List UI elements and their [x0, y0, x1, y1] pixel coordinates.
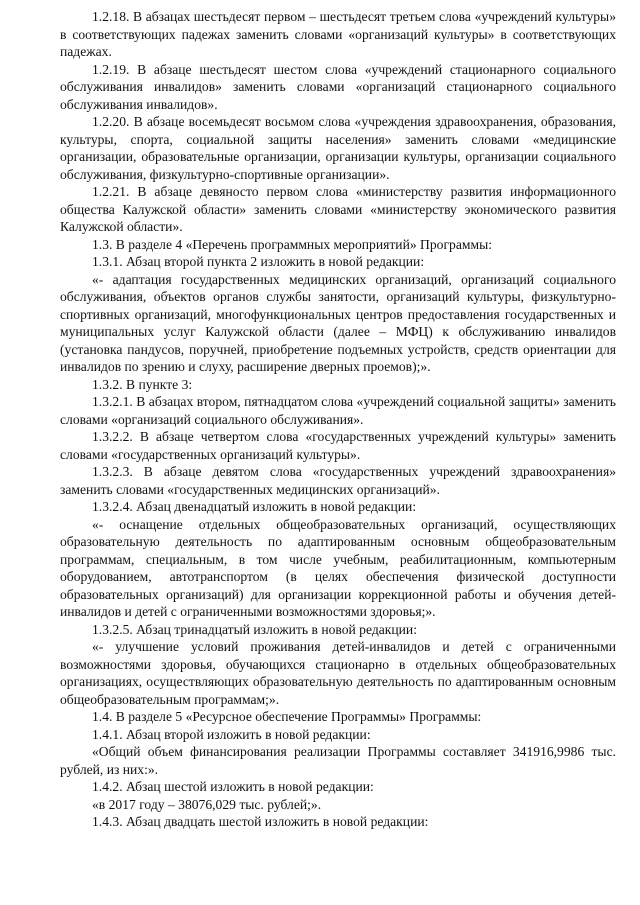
paragraph-1-3: 1.3. В разделе 4 «Перечень программных мероприятий» Программы:: [92, 236, 492, 252]
paragraph-1-3-1-text: «- адаптация государственных медицинских организаций, организаций социального обслуживания, объектов органов службы занятости, организаций культуры, физкультурно-спортивных организаций, многофункциональных центров предоставления государственных и муниципальных услуг Калужской области (далее – МФЦ) к обслуживанию инвалидов (установка пандусов, поручней, приобретение подъемных устройств, средств ориентации для инвалидов по зрению и слуху, расширение дверных проемов);».: [60, 271, 616, 374]
paragraph-1-3-2-5: 1.3.2.5. Абзац тринадцатый изложить в новой редакции:: [92, 621, 417, 637]
paragraph-1-4-1: 1.4.1. Абзац второй изложить в новой редакции:: [92, 726, 371, 742]
paragraph-1-2-20: 1.2.20. В абзаце восемьдесят восьмом слова «учреждения здравоохранения, образования, культуры, спорта, социальной защиты населения» заменить словами «медицинские организации, образовательные организации, организации культуры, организации социального обслуживания, физкультурно-спортивные организации».: [60, 114, 616, 182]
paragraph-1-3-2-1: 1.3.2.1. В абзацах втором, пятнадцатом слова «учреждений социальной защиты» заменить словами «организаций социального обслуживания».: [60, 394, 616, 427]
paragraph-1-3-2-5-text: «- улучшение условий проживания детей-инвалидов и детей с ограниченными возможностями здоровья, обучающихся стационарно в отдельных общеобразовательных организациях, осуществляющих образовательную деятельность по адаптированным основным общеобразовательным программам;».: [60, 639, 616, 707]
paragraph-1-2-19: 1.2.19. В абзаце шестьдесят шестом слова «учреждений стационарного социального обслуживания инвалидов» заменить словами «организаций стационарного социального обслуживания инвалидов».: [60, 61, 616, 112]
paragraph-1-4: 1.4. В разделе 5 «Ресурсное обеспечение Программы» Программы:: [92, 709, 482, 724]
paragraph-1-3-2-4: 1.3.2.4. Абзац двенадцатый изложить в новой редакции:: [92, 499, 417, 514]
paragraph-1-4-3: 1.4.3. Абзац двадцать шестой изложить в новой редакции:: [92, 814, 429, 829]
paragraph-1-3-2-2: 1.3.2.2. В абзаце четвертом слова «государственных учреждений культуры» заменить словами «государственных организаций культуры».: [60, 429, 616, 462]
paragraph-1-4-1-text: «Общий объем финансирования реализации Программы составляет 341916,9986 тыс. рублей, из них:».: [60, 744, 616, 777]
paragraph-1-3-2: 1.3.2. В пункте 3:: [92, 376, 193, 392]
paragraph-1-3-1: 1.3.1. Абзац второй пункта 2 изложить в новой редакции:: [92, 254, 425, 269]
paragraph-1-3-2-3: 1.3.2.3. В абзаце девятом слова «государственных учреждений здравоохранения» заменить словами «государственных медицинских организаций».: [60, 464, 616, 497]
paragraph-1-4-2: 1.4.2. Абзац шестой изложить в новой редакции:: [92, 779, 374, 794]
paragraph-1-4-2-text: «в 2017 году – 38076,029 тыс. рублей;».: [92, 796, 322, 812]
paragraph-1-2-21: 1.2.21. В абзаце девяносто первом слова «министерству развития информационного общества Калужской области» заменить словами «министерству экономического развития Калужской области».: [60, 184, 616, 234]
paragraph-1-3-2-4-text: «- оснащение отдельных общеобразовательных организаций, осуществляющих образовательную деятельность по адаптированным основным общеобразовательным программам, специальным, в том числе учебным, реабилитационным, компьютерным оборудованием, автотранспортом (в целях обеспечения физической доступности образовательных организаций) для организации коррекционной работы и обучения детей-инвалидов и детей с ограниченными возможностями здоровья;».: [60, 516, 616, 619]
paragraph-1-2-18: 1.2.18. В абзацах шестьдесят первом – шестьдесят третьем слова «учреждений культуры» в соответствующих падежах заменить словами «организаций культуры» в соответствующих падежах.: [60, 9, 616, 59]
